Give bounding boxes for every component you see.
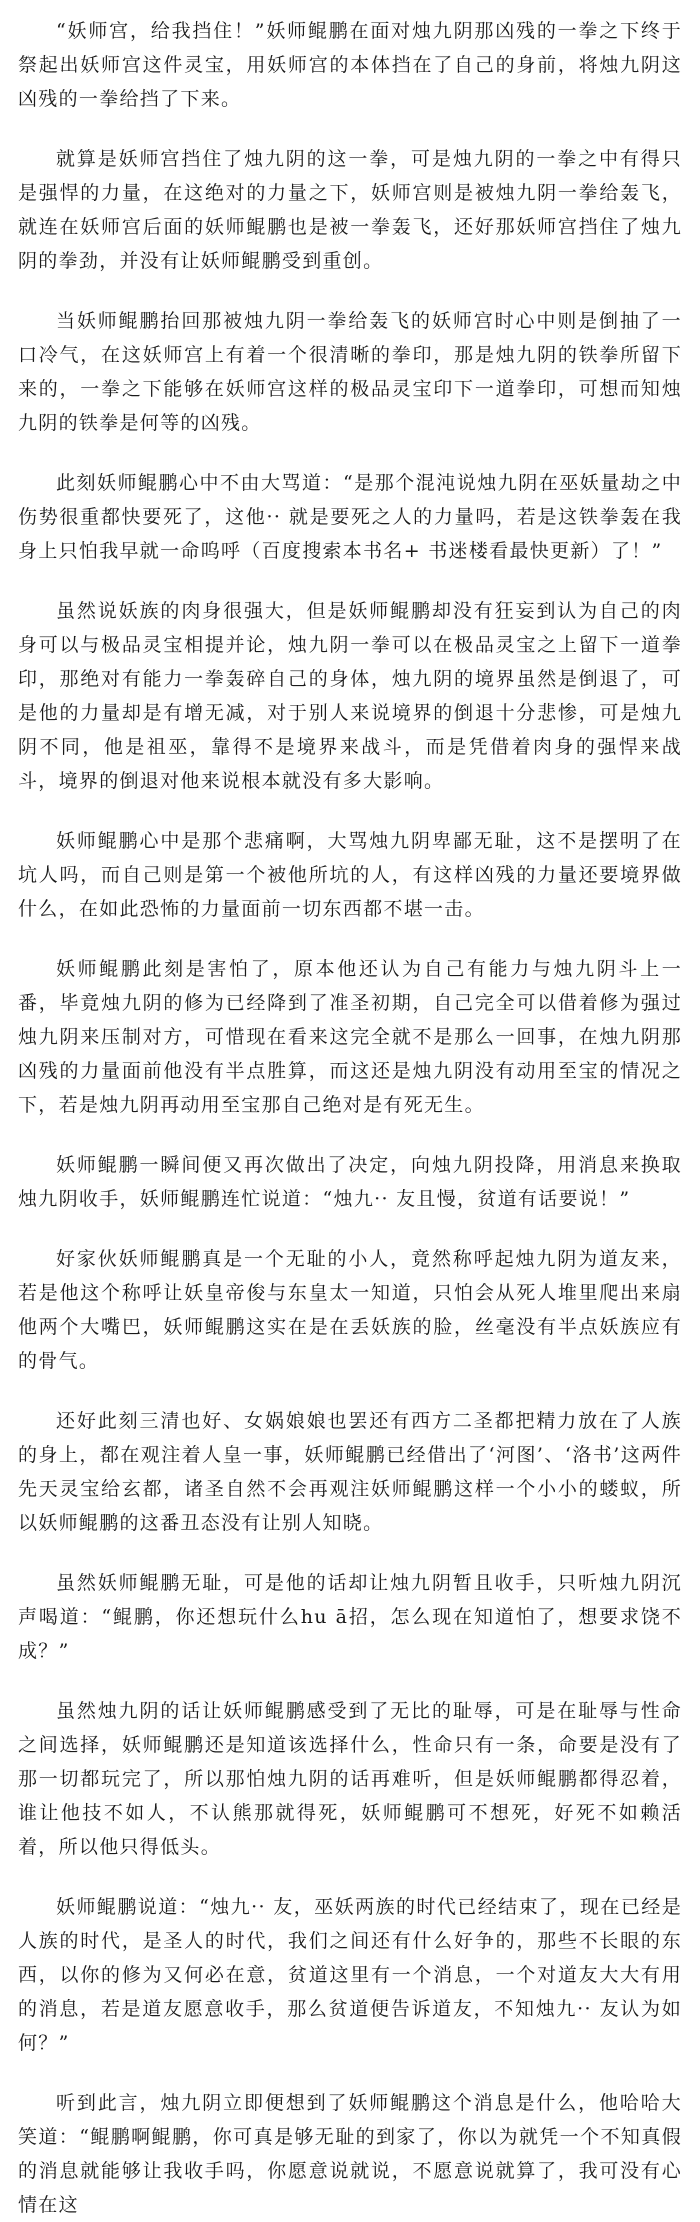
paragraph: “妖师宫，给我挡住！”妖师鲲鹏在面对烛九阴那凶残的一拳之下终于祭起出妖师宫这件灵宝，用妖师宫的本体挡在了自己的身前，将烛九阴这凶残的一拳给挡了下来。 (18, 20, 682, 110)
paragraph: 虽然说妖族的肉身很强大，但是妖师鲲鹏却没有狂妄到认为自己的肉身可以与极品灵宝相提并论，烛九阴一拳可以在极品灵宝之上留下一道拳印，那绝对有能力一拳轰碎自己的身体，烛九阴的境界虽然是倒退了，可是他的力量却是有增无减，对于别人来说境界的倒退十分悲惨，可是烛九阴不同，他是祖巫，靠得不是境界来战斗，而是凭借着肉身的强悍来战斗，境界的倒退对他来说根本就没有多大影响。 (18, 600, 682, 792)
paragraph: 就算是妖师宫挡住了烛九阴的这一拳，可是烛九阴的一拳之中有得只是强悍的力量，在这绝对的力量之下，妖师宫则是被烛九阴一拳给轰飞，就连在妖师宫后面的妖师鲲鹏也是被一拳轰飞，还好那妖师宫挡住了烛九阴的拳劲，并没有让妖师鲲鹏受到重创。 (18, 148, 682, 272)
paragraph: 妖师鲲鹏说道：“烛九·· 友，巫妖两族的时代已经结束了，现在已经是人族的时代，是圣人的时代，我们之间还有什么好争的，那些不长眼的东西，以你的修为又何必在意，贫道这里有一个消息，一个对道友大大有用的消息，若是道友愿意收手，那么贫道便告诉道友，不知烛九·· 友认为如何？” (18, 1896, 682, 2054)
paragraph: 听到此言，烛九阴立即便想到了妖师鲲鹏这个消息是什么，他哈哈大笑道：“鲲鹏啊鲲鹏，你可真是够无耻的到家了，你以为就凭一个不知真假的消息就能够让我收手吗，你愿意说就说，不愿意说就算了，我可没有心情在这 (18, 2092, 682, 2216)
paragraph: 还好此刻三清也好、女娲娘娘也罢还有西方二圣都把精力放在了人族的身上，都在观注着人皇一事，妖师鲲鹏已经借出了‘河图’、‘洛书’这两件先天灵宝给玄都，诸圣自然不会再观注妖师鲲鹏这样一个小小的蝼蚁，所以妖师鲲鹏的这番丑态没有让别人知晓。 (18, 1410, 682, 1534)
paragraph: 此刻妖师鲲鹏心中不由大骂道：“是那个混沌说烛九阴在巫妖量劫之中伤势很重都快要死了，这他·· 就是要死之人的力量吗，若是这铁拳轰在我身上只怕我早就一命呜呼（百度搜索本书名+ 书迷楼看最快更新）了！” (18, 472, 682, 562)
paragraph: 当妖师鲲鹏抬回那被烛九阴一拳给轰飞的妖师宫时心中则是倒抽了一口冷气，在这妖师宫上有着一个很清晰的拳印，那是烛九阴的铁拳所留下来的，一拳之下能够在妖师宫这样的极品灵宝印下一道拳印，可想而知烛九阴的铁拳是何等的凶残。 (18, 310, 682, 434)
paragraph: 虽然妖师鲲鹏无耻，可是他的话却让烛九阴暂且收手，只听烛九阴沉声喝道：“鲲鹏，你还想玩什么hu ā招，怎么现在知道怕了，想要求饶不成？” (18, 1572, 682, 1662)
paragraph: 好家伙妖师鲲鹏真是一个无耻的小人，竟然称呼起烛九阴为道友来，若是他这个称呼让妖皇帝俊与东皇太一知道，只怕会从死人堆里爬出来扇他两个大嘴巴，妖师鲲鹏这实在是在丢妖族的脸，丝毫没有半点妖族应有的骨气。 (18, 1248, 682, 1372)
paragraph: 妖师鲲鹏此刻是害怕了，原本他还认为自己有能力与烛九阴斗上一番，毕竟烛九阴的修为已经降到了准圣初期，自己完全可以借着修为强过烛九阴来压制对方，可惜现在看来这完全就不是那么一回事，在烛九阴那凶残的力量面前他没有半点胜算，而这还是烛九阴没有动用至宝的情况之下，若是烛九阴再动用至宝那自己绝对是有死无生。 (18, 958, 682, 1116)
paragraph: 妖师鲲鹏一瞬间便又再次做出了决定，向烛九阴投降，用消息来换取烛九阴收手，妖师鲲鹏连忙说道：“烛九·· 友且慢，贫道有话要说！” (18, 1154, 682, 1210)
paragraph: 虽然烛九阴的话让妖师鲲鹏感受到了无比的耻辱，可是在耻辱与性命之间选择，妖师鲲鹏还是知道该选择什么，性命只有一条，命要是没有了那一切都玩完了，所以那怕烛九阴的话再难听，但是妖师鲲鹏都得忍着，谁让他技不如人，不认熊那就得死，妖师鲲鹏可不想死，好死不如赖活着，所以他只得低头。 (18, 1700, 682, 1858)
paragraph: 妖师鲲鹏心中是那个悲痛啊，大骂烛九阴卑鄙无耻，这不是摆明了在坑人吗，而自己则是第一个被他所坑的人，有这样凶残的力量还要境界做什么，在如此恐怖的力量面前一切东西都不堪一击。 (18, 830, 682, 920)
